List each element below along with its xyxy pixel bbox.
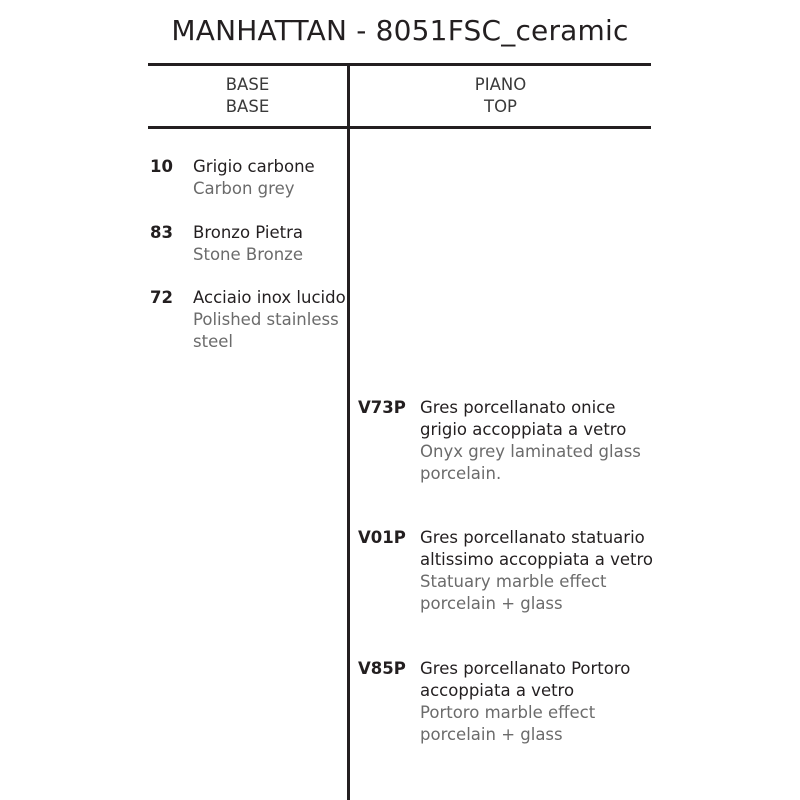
finish-name-it: altissimo accoppiata a vetro [420, 550, 654, 569]
header-bottom-rule [148, 126, 651, 129]
page-title: MANHATTAN - 8051FSC_ceramic [171, 14, 629, 47]
finish-code: V01P [358, 528, 406, 547]
base-header-en: BASE [225, 97, 270, 116]
finish-code: 10 [150, 157, 173, 176]
finish-name-it: Acciaio inox lucido [193, 288, 346, 307]
base-column-header [148, 74, 347, 118]
finish-name-en: Onyx grey laminated glass [420, 442, 641, 461]
finish-code: V73P [358, 398, 406, 417]
finish-name-en: Statuary marble effect [420, 572, 607, 591]
top-header-it: PIANO [474, 75, 527, 94]
finish-description [420, 397, 641, 485]
finish-name-it: grigio accoppiata a vetro [420, 420, 627, 439]
header-top-rule [148, 63, 651, 66]
finish-name-en: porcelain + glass [420, 594, 563, 613]
finish-code: 72 [150, 288, 173, 307]
finish-name-it: accoppiata a vetro [420, 681, 575, 700]
base-header-it: BASE [225, 75, 270, 94]
finish-description [193, 156, 315, 200]
finish-name-en: steel [193, 332, 233, 351]
finish-code: V85P [358, 659, 406, 678]
finish-name-it: Gres porcellanato Portoro [420, 659, 631, 678]
finish-name-en: porcelain + glass [420, 725, 563, 744]
finish-description [193, 222, 303, 266]
finish-name-en: Stone Bronze [193, 245, 303, 264]
finish-description [420, 527, 653, 615]
top-header-en: TOP [483, 97, 518, 116]
finish-description [420, 658, 630, 746]
finish-name-en: Carbon grey [193, 179, 295, 198]
finish-name-it: Grigio carbone [193, 157, 315, 176]
finish-name-it: Gres porcellanato onice [420, 398, 616, 417]
finish-code: 83 [150, 223, 173, 242]
column-divider [347, 63, 350, 800]
finish-name-en: Polished stainless [193, 310, 339, 329]
finish-name-en: Portoro marble effect [420, 703, 596, 722]
finish-name-en: porcelain. [420, 464, 502, 483]
top-column-header [350, 74, 651, 118]
finish-description [193, 287, 346, 353]
finish-name-it: Gres porcellanato statuario [420, 528, 645, 547]
finish-name-it: Bronzo Pietra [193, 223, 303, 242]
